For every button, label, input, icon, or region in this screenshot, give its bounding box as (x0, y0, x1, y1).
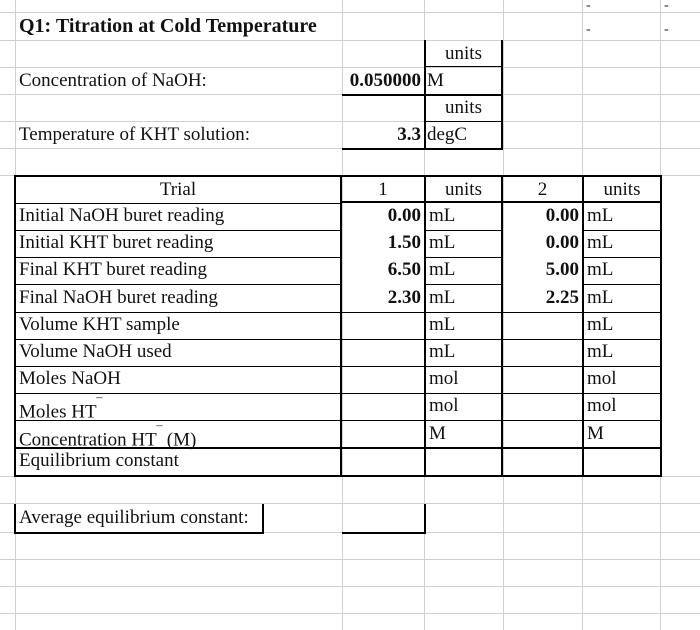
row-label: Moles NaOH (19, 368, 121, 389)
conc-unit: M (427, 70, 444, 91)
trial-1-value[interactable]: 0.00 (387, 205, 421, 226)
header-trial-2: 2 (537, 179, 548, 200)
trial-1-unit: mL (429, 232, 456, 253)
trial-2-unit: mL (587, 205, 614, 226)
trial-2-value[interactable]: 2.25 (545, 287, 579, 308)
row-label: Volume NaOH used (19, 341, 172, 362)
conc-label: Concentration of NaOH: (19, 70, 207, 91)
trial-2-unit: mol (587, 368, 617, 389)
trial-2-unit: mL (587, 232, 614, 253)
trial-1-unit: mL (429, 314, 456, 335)
superscript-bar-icon: ‾ (96, 397, 102, 414)
temp-label: Temperature of KHT solution: (19, 124, 251, 145)
trial-2-unit: M (587, 423, 604, 444)
row-label: Final KHT buret reading (19, 259, 208, 280)
trial-2-unit: mL (587, 314, 614, 335)
temp-units-header: units (445, 97, 482, 118)
trial-2-unit: mol (587, 395, 617, 416)
trial-2-value[interactable]: 0.00 (545, 205, 579, 226)
header-trial: Trial (159, 179, 197, 200)
trial-2-value[interactable]: 5.00 (545, 259, 579, 280)
trial-1-value[interactable]: 6.50 (387, 259, 421, 280)
trial-1-unit: M (429, 423, 446, 444)
conc-units-header: units (445, 43, 482, 64)
trial-1-unit: mL (429, 205, 456, 226)
trial-1-unit: mL (429, 287, 456, 308)
row-label: Concentration HT‾ (M) (19, 425, 197, 451)
corner-mark: - (586, 22, 591, 37)
corner-mark: - (664, 22, 669, 37)
corner-mark: - (664, 0, 669, 13)
row-label: Volume KHT sample (19, 314, 180, 335)
header-units-2: units (603, 179, 641, 200)
superscript-bar-icon: ‾ (156, 425, 163, 442)
trial-1-unit: mol (429, 395, 459, 416)
row-label: Equilibrium constant (19, 450, 179, 471)
trial-1-unit: mL (429, 259, 456, 280)
row-label: Initial KHT buret reading (19, 232, 214, 253)
row-label: Moles HT‾ (19, 397, 102, 423)
trial-1-value[interactable]: 2.30 (387, 287, 421, 308)
conc-value[interactable]: 0.050000 (349, 70, 421, 91)
temp-value[interactable]: 3.3 (397, 124, 421, 145)
row-label: Initial NaOH buret reading (19, 205, 225, 226)
trial-2-unit: mL (587, 287, 614, 308)
header-units-1: units (445, 179, 482, 200)
row-label: Final NaOH buret reading (19, 287, 218, 308)
trial-1-unit: mL (429, 341, 456, 362)
header-trial-1: 1 (378, 179, 388, 200)
trial-2-unit: mL (587, 259, 614, 280)
trial-1-value[interactable]: 1.50 (387, 232, 421, 253)
average-label: Average equilibrium constant: (19, 507, 249, 528)
trial-1-unit: mol (429, 368, 459, 389)
trial-2-value[interactable]: 0.00 (545, 232, 579, 253)
trial-2-unit: mL (587, 341, 614, 362)
corner-mark: - (586, 0, 591, 13)
sheet-title: Q1: Titration at Cold Temperature (19, 15, 317, 37)
temp-unit: degC (427, 124, 468, 145)
